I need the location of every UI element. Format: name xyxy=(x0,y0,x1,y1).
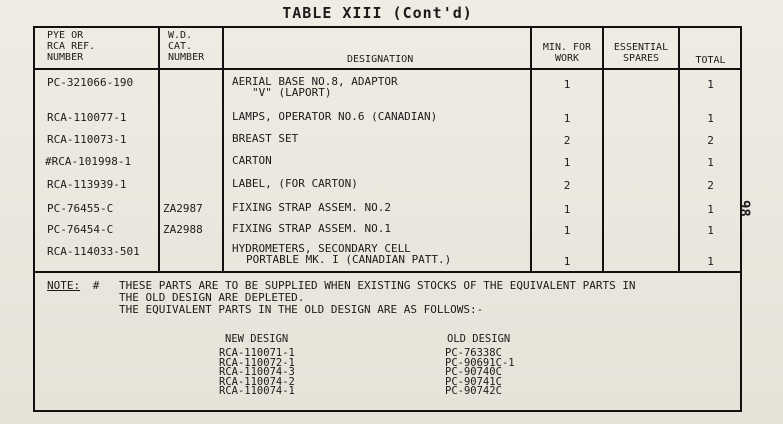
row-ref: RCA-114033-501 xyxy=(47,245,140,258)
parts-table xyxy=(33,26,742,412)
row-ref: #RCA-101998-1 xyxy=(45,155,132,168)
header-spares-line: SPARES xyxy=(622,53,660,64)
column-rule xyxy=(158,28,160,272)
new-design-item: RCA-110074-2 xyxy=(219,375,295,388)
header-wd xyxy=(168,30,204,63)
row-total: 1 xyxy=(707,156,714,169)
note-rule xyxy=(35,271,740,273)
row-designation: HYDROMETERS, SECONDARY CELL xyxy=(232,242,411,255)
header-wd-line: NUMBER xyxy=(168,52,205,63)
row-designation: FIXING STRAP ASSEM. NO.2 xyxy=(232,201,391,214)
page-number: 98 xyxy=(736,200,752,217)
row-designation: LAMPS, OPERATOR NO.6 (CANADIAN) xyxy=(232,110,438,123)
old-design-item: PC-90691C-1 xyxy=(445,356,515,369)
note-marker: # xyxy=(92,279,100,292)
header-wd-line: CAT. xyxy=(168,41,193,52)
row-min: 1 xyxy=(563,156,571,169)
old-design-item: PC-90741C xyxy=(445,375,502,388)
row-min: 1 xyxy=(563,112,571,125)
table-title: TABLE XIII (Cont'd) xyxy=(282,4,473,22)
row-total: 1 xyxy=(707,112,714,125)
row-total: 1 xyxy=(707,224,714,237)
note-heading: NOTE: xyxy=(47,279,81,292)
row-min: 2 xyxy=(563,134,571,147)
header-ref-line: NUMBER xyxy=(47,52,84,63)
row-min: 1 xyxy=(563,78,571,91)
old-design-item: PC-90742C xyxy=(445,385,502,397)
row-ref: PC-76455-C xyxy=(47,202,114,215)
header-essential-spares xyxy=(603,42,679,64)
row-min: 2 xyxy=(563,179,571,192)
row-total: 1 xyxy=(707,78,714,91)
header-spares-line: ESSENTIAL xyxy=(613,42,669,53)
header-min-line: MIN. FOR xyxy=(542,42,592,53)
row-ref: RCA-110073-1 xyxy=(47,133,127,146)
new-design-list xyxy=(219,349,295,397)
note-label xyxy=(47,280,99,291)
row-total: 2 xyxy=(707,134,714,147)
header-total: TOTAL xyxy=(695,55,726,66)
header-min-line: WORK xyxy=(554,53,580,64)
row-ref: RCA-110077-1 xyxy=(47,111,127,124)
row-min: 1 xyxy=(563,255,571,268)
row-ref: PC-76454-C xyxy=(47,223,114,236)
old-design-item: PC-76338C xyxy=(445,347,502,359)
row-designation: FIXING STRAP ASSEM. NO.1 xyxy=(232,222,391,235)
header-min-for-work xyxy=(531,42,603,64)
old-design-list xyxy=(445,349,515,397)
row-designation: AERIAL BASE NO.8, ADAPTOR xyxy=(232,75,398,88)
header-rule xyxy=(35,68,740,70)
header-wd-line: W.D. xyxy=(168,30,193,41)
header-designation: DESIGNATION xyxy=(347,54,414,65)
new-design-heading: NEW DESIGN xyxy=(225,333,289,345)
column-rule xyxy=(222,28,224,272)
row-min: 1 xyxy=(563,203,571,216)
row-ref: RCA-113939-1 xyxy=(47,178,127,191)
new-design-item: RCA-110071-1 xyxy=(219,347,295,359)
row-total: 1 xyxy=(707,203,714,216)
note-line: THE OLD DESIGN ARE DEPLETED. xyxy=(119,291,305,304)
row-designation: LABEL, (FOR CARTON) xyxy=(232,177,358,190)
new-design-item: RCA-110074-1 xyxy=(219,385,295,397)
row-designation-cont: "V" (LAPORT) xyxy=(252,86,332,99)
new-design-item: RCA-110072-1 xyxy=(219,356,295,369)
row-total: 2 xyxy=(707,179,714,192)
row-ref: PC-321066-190 xyxy=(47,76,134,89)
header-ref xyxy=(47,30,95,63)
new-design-item: RCA-110074-3 xyxy=(219,366,295,378)
header-ref-line: RCA REF. xyxy=(47,41,96,52)
row-designation-cont: PORTABLE MK. I (CANADIAN PATT.) xyxy=(246,253,452,266)
old-design-item: PC-90740C xyxy=(445,366,502,378)
row-min: 1 xyxy=(563,224,571,237)
row-total: 1 xyxy=(707,255,714,268)
row-wd: ZA2988 xyxy=(163,223,203,236)
note-line: THE EQUIVALENT PARTS IN THE OLD DESIGN ARE AS FOLLOWS:- xyxy=(119,303,484,316)
row-designation: CARTON xyxy=(232,154,272,167)
note-line: THESE PARTS ARE TO BE SUPPLIED WHEN EXISTING STOCKS OF THE EQUIVALENT PARTS IN xyxy=(119,279,636,292)
old-design-heading: OLD DESIGN xyxy=(447,333,511,345)
row-wd: ZA2987 xyxy=(163,202,203,215)
row-designation: BREAST SET xyxy=(232,132,299,145)
header-ref-line: PYE OR xyxy=(47,30,84,41)
